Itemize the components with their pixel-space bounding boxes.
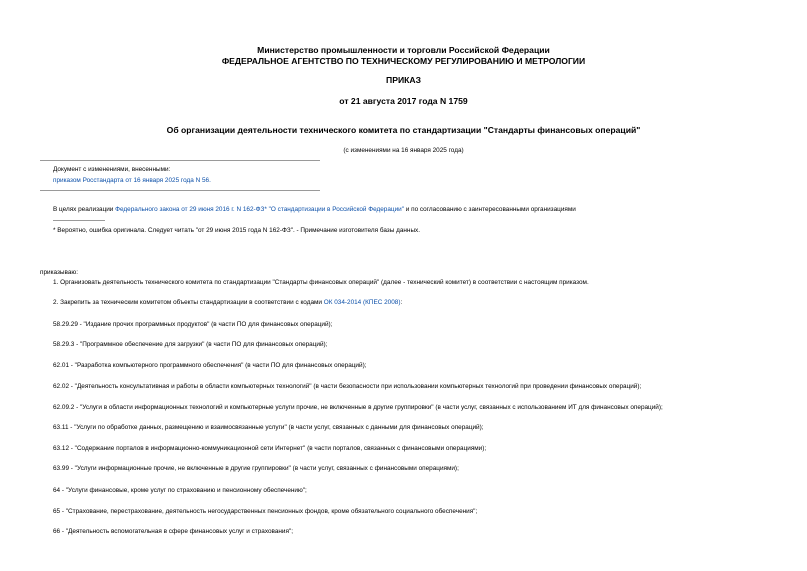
- code-item: 66 - "Деятельность вспомогательная в сфере финансовых услуг и страхования";: [53, 528, 293, 535]
- federal-law-link[interactable]: Федерального закона от 29 июня 2016 г. N 162-ФЗ*: [115, 206, 267, 213]
- revision-note: (с изменениями на 16 января 2025 года): [343, 147, 464, 154]
- changes-link[interactable]: приказом Росстандарта от 16 января 2025 года N 56.: [53, 177, 211, 184]
- ministry-name: Министерство промышленности и торговли Российской Федерации: [257, 45, 550, 55]
- doc-type: ПРИКАЗ: [386, 75, 421, 85]
- changes-label: Документ с изменениями, внесенными:: [53, 166, 171, 173]
- item-1: 1. Организовать деятельность технического комитета по стандартизации "Стандарты финансовых операций" (далее - технический комитет) в соответствии с настоящим приказом.: [53, 279, 589, 286]
- item-2-end: :: [400, 299, 403, 306]
- preamble-end: и по согласованию с заинтересованными организациями: [403, 206, 576, 213]
- code-item: 62.01 - "Разработка компьютерного программного обеспечения" (в части ПО для финансовых операций);: [53, 362, 367, 369]
- footnote: * Вероятно, ошибка оригинала. Следует читать "от 29 июня 2015 года N 162-ФЗ". - Примечание изготовителя базы данных.: [53, 227, 421, 234]
- item-2: [53, 298, 402, 307]
- agency-name: ФЕДЕРАЛЬНОЕ АГЕНТСТВО ПО ТЕХНИЧЕСКОМУ РЕГУЛИРОВАНИЮ И МЕТРОЛОГИИ: [221, 56, 586, 66]
- item-2-start: 2. Закрепить за техническим комитетом объекты стандартизации в соответствии с кодами: [53, 299, 324, 306]
- document-title: Об организации деятельности технического комитета по стандартизации "Стандарты финансовых операций": [166, 125, 641, 135]
- footnote-rule: [53, 220, 105, 221]
- code-item: 63.12 - "Содержание порталов в информационно-коммуникационной сети Интернет" (в части порталов, связанных с финансовыми операциями);: [53, 445, 487, 452]
- code-item: 62.09.2 - "Услуги в области информационных технологий и компьютерные услуги прочие, не включенные в другие группировки" (в части услуг, связанных с использованием ИТ для финансовых операций);: [53, 404, 663, 411]
- changes-top-rule: [40, 160, 320, 161]
- date-number: от 21 августа 2017 года N 1759: [339, 96, 468, 106]
- changes-bottom-rule: [40, 190, 320, 191]
- code-item: 63.99 - "Услуги информационные прочие, не включенные в другие группировки" (в части услуг, связанных с финансовыми операциями);: [53, 465, 459, 472]
- code-item: 63.11 - "Услуги по обработке данных, размещению и взаимосвязанные услуги" (в части услуг, связанных с данными для финансовых операций);: [53, 424, 484, 431]
- code-item: 64 - "Услуги финансовые, кроме услуг по страхованию и пенсионному обеспечению";: [53, 487, 307, 494]
- code-item: 58.29.29 - "Издание прочих программных продуктов" (в части ПО для финансовых операций);: [53, 321, 333, 328]
- preamble-start: В целях реализации: [53, 206, 116, 213]
- okpd-link[interactable]: ОК 034-2014 (КПЕС 2008): [323, 299, 401, 306]
- code-item: 58.29.3 - "Программное обеспечение для загрузки" (в части ПО для финансовых операций);: [53, 341, 328, 348]
- code-item: 62.02 - "Деятельность консультативная и работы в области компьютерных технологий" (в части безопасности при использовании компьютерных технологий при проведении финансовых операций);: [53, 383, 642, 390]
- standardization-law-link[interactable]: "О стандартизации в Российской Федерации": [268, 206, 404, 213]
- order-word: приказываю:: [40, 269, 78, 276]
- code-item: 65 - "Страхование, перестрахование, деятельность негосударственных пенсионных фондов, кроме обязательного социального обеспечения";: [53, 508, 478, 515]
- preamble: [53, 205, 576, 214]
